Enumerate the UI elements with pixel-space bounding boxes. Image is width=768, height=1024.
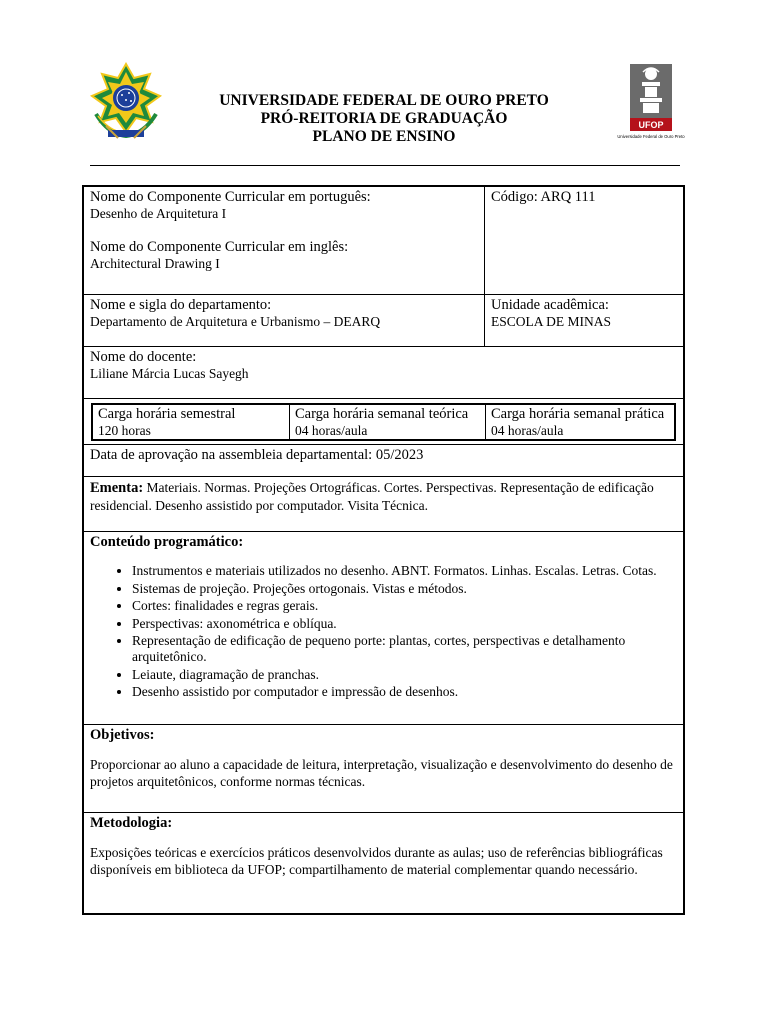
carga-semestral-label: Carga horária semestral (98, 406, 236, 422)
aprovacao-cell (84, 445, 683, 476)
list-item: • Instrumentos e materiais utilizados no desenho. ABNT. Formatos. Linhas. Escalas. Letras. Cotas. (132, 563, 677, 579)
carga-horaria-row (84, 399, 683, 445)
teaching-plan-form (82, 185, 685, 915)
list-item: • Leiaute, diagramação de pranchas. (132, 667, 677, 683)
pro-reitoria: PRÓ-REITORIA DE GRADUAÇÃO (260, 110, 508, 127)
carga-pratica-value: 04 horas/aula (491, 423, 564, 438)
objetivos-row (84, 725, 683, 813)
ufop-logo-subtext: Universidade Federal de Ouro Preto (617, 134, 685, 139)
docente-cell (84, 347, 683, 398)
componente-en-value: Architectural Drawing I (90, 256, 220, 271)
carga-pratica-cell (485, 405, 674, 439)
aprovacao-row (84, 445, 683, 477)
conteudo-cell (84, 532, 683, 724)
unidade-cell (484, 295, 683, 346)
objetivos-text: Proporcionar ao aluno a capacidade de leitura, interpretação, visualização e desenvolvimento do desenho de projetos arquitetônicos, conforme normas técnicas. (90, 757, 673, 789)
carga-pratica-label: Carga horária semanal prática (491, 406, 665, 422)
header-divider (90, 165, 680, 166)
carga-horaria-table (91, 403, 676, 441)
metodologia-text: Exposições teóricas e exercícios práticos desenvolvidos durante as aulas; uso de referências bibliográficas disponíveis em biblioteca da UFOP; compartilhamento de material complementar quando necessário. (90, 845, 663, 877)
unidade-value: ESCOLA DE MINAS (491, 314, 612, 329)
docente-value: Liliane Márcia Lucas Sayegh (90, 366, 249, 381)
metodologia-row (84, 813, 683, 913)
departamento-value: Departamento de Arquitetura e Urbanismo – DEARQ (90, 314, 381, 329)
list-item: • Cortes: finalidades e regras gerais. (132, 598, 677, 614)
departamento-label: Nome e sigla do departamento: (90, 297, 272, 313)
departamento-cell (84, 295, 484, 346)
departamento-row (84, 295, 683, 347)
page-header (0, 0, 768, 170)
docente-label: Nome do docente: (90, 349, 197, 365)
carga-semestral-cell (93, 405, 289, 439)
objetivos-label: Objetivos: (90, 727, 155, 743)
brazil-coat-of-arms-icon (88, 62, 164, 142)
docente-row (84, 347, 683, 399)
objetivos-cell (84, 725, 683, 812)
conteudo-list (90, 563, 677, 700)
ementa-paragraph (90, 479, 677, 514)
componente-pt-label: Nome do Componente Curricular em português: (90, 189, 371, 205)
carga-semestral-value: 120 horas (98, 423, 151, 438)
unidade-label: Unidade acadêmica: (491, 297, 609, 313)
conteudo-label: Conteúdo programático: (90, 534, 244, 550)
document-title: PLANO DE ENSINO (312, 128, 456, 145)
codigo-text: Código: ARQ 111 (491, 189, 596, 205)
ementa-cell (84, 477, 683, 531)
conteudo-row (84, 532, 683, 725)
metodologia-cell (84, 813, 683, 913)
ementa-label: Ementa: (90, 480, 144, 496)
carga-teorica-label: Carga horária semanal teórica (295, 406, 469, 422)
componente-row (84, 187, 683, 295)
metodologia-label: Metodologia: (90, 815, 173, 831)
university-name: UNIVERSIDADE FEDERAL DE OURO PRETO (219, 92, 549, 109)
componente-pt-value: Desenho de Arquitetura I (90, 206, 227, 221)
componente-cell (84, 187, 484, 294)
ufop-logo-text: UFOP (638, 120, 664, 130)
aprovacao-text: Data de aprovação na assembleia departamental: 05/2023 (90, 447, 424, 463)
codigo-cell (484, 187, 683, 294)
list-item: • Sistemas de projeção. Projeções ortogonais. Vistas e métodos. (132, 581, 677, 597)
ementa-text: Materiais. Normas. Projeções Ortográficas. Cortes. Perspectivas. Representação de edificação residencial. Desenho assistido por computador. Visita Técnica. (90, 480, 654, 513)
ementa-row (84, 477, 683, 532)
header-title (180, 92, 588, 146)
ufop-logo (617, 62, 685, 148)
list-item: • Perspectivas: axonométrica e oblíqua. (132, 616, 677, 632)
carga-teorica-cell (289, 405, 485, 439)
carga-teorica-value: 04 horas/aula (295, 423, 368, 438)
list-item: • Desenho assistido por computador e impressão de desenhos. (132, 684, 677, 700)
componente-en-label: Nome do Componente Curricular em inglês: (90, 239, 349, 255)
list-item: • Representação de edificação de pequeno porte: plantas, cortes, perspectivas e detalhamento arquitetônico. (132, 633, 677, 665)
